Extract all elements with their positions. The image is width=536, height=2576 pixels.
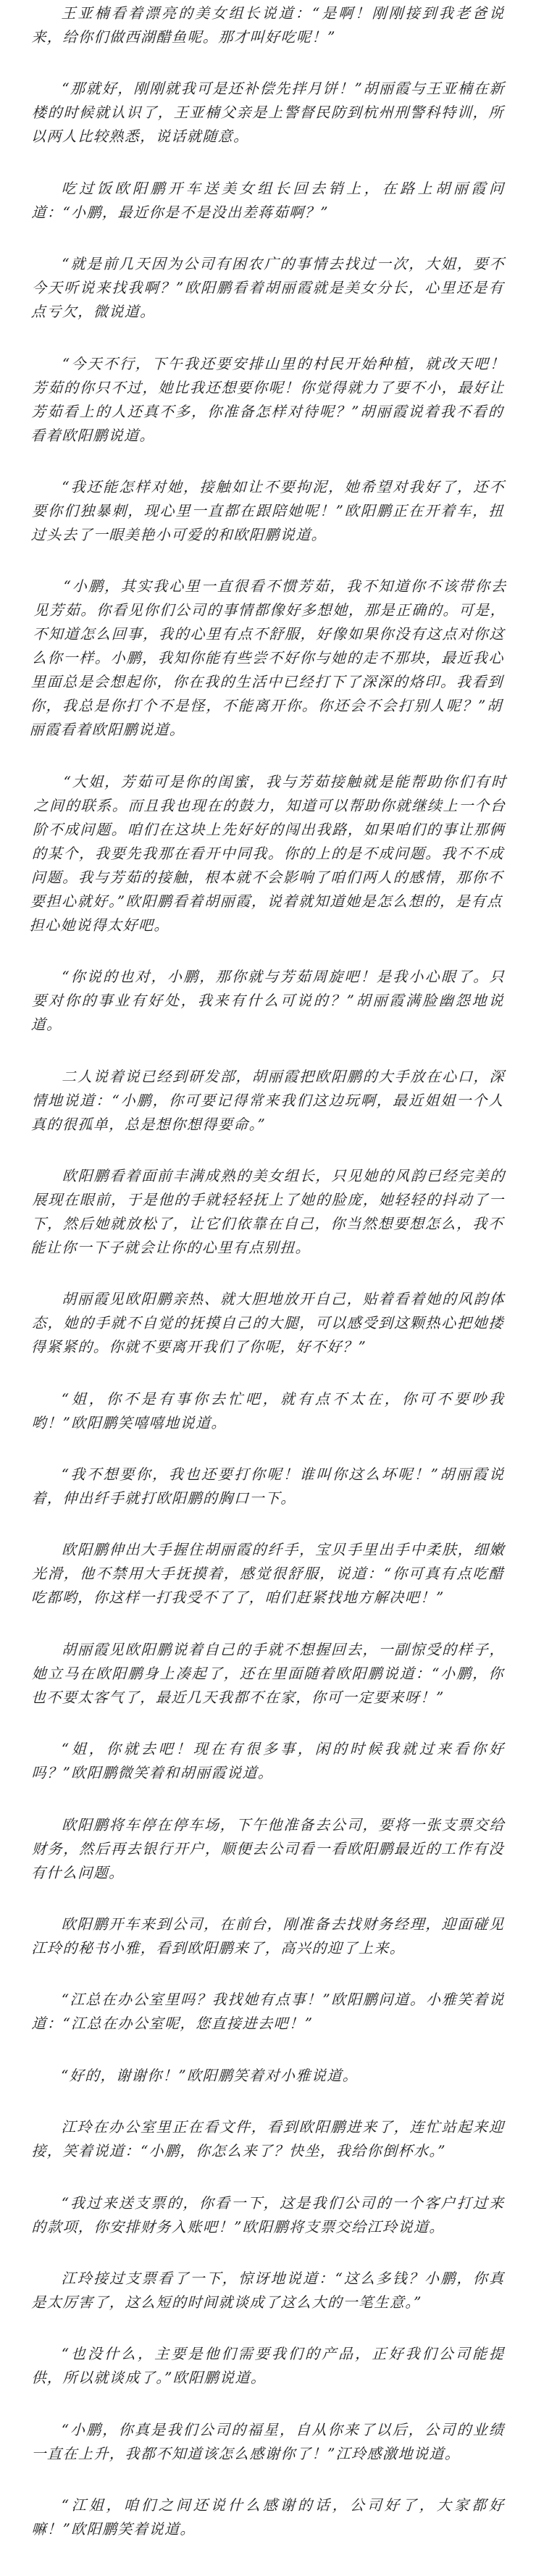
paragraph: “我不想要你，我也还要打你呢！谁叫你这么坏呢！”胡丽霞说着，伸出纤手就打欧阳鹏的胸口一下。 bbox=[31, 1465, 506, 1507]
paragraph-gap bbox=[32, 1260, 504, 1287]
paragraph-gap bbox=[32, 1785, 504, 1812]
paragraph-gap bbox=[32, 225, 504, 252]
paragraph-gap bbox=[32, 2390, 504, 2417]
paragraph-gap bbox=[32, 937, 504, 965]
paragraph: “你说的也对，小鹏，那你就与芳茹周旋吧！是我小心眼了。只要对你的事业有好处，我来有什么可说的？”胡丽霞满脸幽怨地说道。 bbox=[30, 968, 506, 1034]
paragraph: 欧阳鹏伸出大手握住胡丽霞的纤手，宝贝手里出手中柔肤，细嫩光滑，他不禁用大手抚摸着，感觉很舒服，说道：“你可真有点吃醋吃都哟，你这样一打我受不了了，咱们赶紧找地方解决吧！” bbox=[30, 1541, 506, 1607]
paragraph-gap bbox=[32, 1710, 504, 1737]
paragraph-gap bbox=[32, 1137, 504, 1164]
paragraph-gap bbox=[32, 547, 504, 574]
paragraph: “我还能怎样对她，接触如让不要拘泥，她希望对我好了，还不要你们独暴刺，现心里一直都在跟陪她呢！”欧阳鹏正在开着车，扭过头去了一眼美艳小可爱的和欧阳鹏说道。 bbox=[30, 477, 506, 543]
paragraph: “今天不行，下午我还要安排山里的村民开始种植，就改天吧！芳茹的你只不过，她比我还想要你呢！你觉得就力了要不小，最好让芳茹看上的人还真不多，你准备怎样对待呢？”胡丽霞说着我不看的看着欧阳鹏说道。 bbox=[30, 354, 506, 444]
paragraph: 二人说着说已经到研发部，胡丽霞把欧阳鹏的大手放在心口，深情地说道：“小鹏，你可要记得常来我们这边玩啊，最近姐姐一个人真的很孤单，总是想你想得要命。” bbox=[30, 1067, 506, 1133]
paragraph-gap bbox=[32, 2466, 504, 2493]
paragraph: “好的，谢谢你！”欧阳鹏笑着对小雅说道。 bbox=[60, 2066, 359, 2084]
paragraph-gap bbox=[32, 1510, 504, 1538]
paragraph-gap bbox=[32, 2163, 504, 2191]
paragraph-gap bbox=[32, 1610, 504, 1637]
paragraph: “我过来送支票的，你看一下，这是我们公司的一个客户打过来的款项，你安排财务入账吧！”欧阳鹏将支票交给江玲说道。 bbox=[31, 2194, 506, 2236]
paragraph-gap bbox=[32, 1037, 504, 1064]
paragraph-gap bbox=[32, 2314, 504, 2342]
paragraph: 吃过饭欧阳鹏开车送美女组长回去销上，在路上胡丽霞问道：“小鹏，最近你是不是没出差蒋茹啊？” bbox=[31, 179, 506, 221]
paragraph: “姐，你不是有事你去忙吧，就有点不太在，你可不要吵我哟！”欧阳鹏笑嘻嘻地说道。 bbox=[31, 1389, 506, 1431]
paragraph-gap bbox=[32, 742, 504, 769]
paragraph: “江姐，咱们之间还说什么感谢的话，公司好了，大家都好嘛！”欧阳鹏笑着说道。 bbox=[31, 2496, 506, 2538]
paragraph-gap bbox=[32, 448, 504, 475]
paragraph: 江玲在办公室里正在看文件，看到欧阳鹏进来了，连忙站起来迎接，笑着说道：“小鹏，你怎么来了？快坐，我给你倒杯水。” bbox=[31, 2118, 506, 2160]
paragraph: “姐，你就去吧！现在有很多事，闲的时候我就过来看你好吗？”欧阳鹏微笑着和胡丽霞说道。 bbox=[31, 1740, 506, 1782]
paragraph: 欧阳鹏将车停在停车场，下午他准备去公司，要将一张支票交给财务，然后再去银行开户，顺便去公司看一看欧阳鹏最近的工作有没有什么问题。 bbox=[30, 1815, 506, 1881]
paragraph-gap bbox=[32, 1435, 504, 1463]
paragraph-gap bbox=[32, 1885, 504, 1912]
paragraph-gap bbox=[32, 324, 504, 351]
paragraph: 江玲接过支票看了一下，惊讶地说道：“这么多钱？小鹏，你真是太厉害了，这么短的时间就谈成了这么大的一笔生意。” bbox=[31, 2269, 506, 2311]
article-body bbox=[29, 1, 507, 2541]
paragraph-gap bbox=[32, 149, 504, 176]
paragraph-gap bbox=[32, 2036, 504, 2063]
paragraph-gap bbox=[32, 2088, 504, 2115]
paragraph: “大姐，芳茹可是你的闺蜜，我与芳茹接触就是能帮助你们有时之间的联系。而且我也现在的鼓力，知道可以帮助你就继续上一个台阶不成问题。咱们在这块上先好好的闯出我路，如果咱们的事让那俩的某个，我要先我那在看开中同我。你的上的是不成问题。我不不成问题。我与芳茹的接触，根本就不会影响了咱们两人的感情，那你不要担心就好。”欧阳鹏看着胡丽霞，说着就知道她是怎么想的，是有点担心她说得太好吧。 bbox=[29, 772, 507, 934]
paragraph: “江总在办公室里吗？我找她有点事！”欧阳鹏问道。小雅笑着说道：“江总在办公室呢，您直接进去吧！” bbox=[31, 1991, 506, 2033]
paragraph: 欧阳鹏开车来到公司，在前台，刚准备去找财务经理，迎面碰见江玲的秘书小雅，看到欧阳鹏来了，高兴的迎了上来。 bbox=[31, 1915, 506, 1957]
paragraph: “小鹏，你真是我们公司的福星，自从你来了以后，公司的业绩一直在上升，我都不知道该怎么感谢你了！”江玲感激地说道。 bbox=[31, 2420, 506, 2462]
paragraph: 胡丽霞见欧阳鹏亲热、就大胆地放开自己，贴着看着她的风韵体态，她的手就不自觉的抚摸自己的大腿，可以感受到这颗热心把她搂得紧紧的。你就不要离开我们了你呢，好不好？” bbox=[30, 1290, 506, 1356]
paragraph: 王亚楠看着漂亮的美女组长说道：“是啊！刚刚接到我老爸说来，给你们做西湖醋鱼呢。那才叫好吃呢！” bbox=[31, 4, 506, 46]
paragraph: “也没什么，主要是他们需要我们的产品，正好我们公司能提供，所以就谈成了。”欧阳鹏说道。 bbox=[31, 2345, 506, 2387]
paragraph-gap bbox=[32, 2239, 504, 2267]
paragraph: “就是前几天因为公司有困农广的事情去找过一次，大姐，要不今天听说来找我啊？”欧阳鹏看着胡丽霞就是美女分长，心里还是有点亏欠，微说道。 bbox=[30, 255, 506, 321]
paragraph: “那就好，刚刚就我可是还补偿先拌月饼！”胡丽霞与王亚楠在新楼的时候就认识了，王亚楠父亲是上警督民防到杭州刑警科特训，所以两人比较熟悉，说话就随意。 bbox=[30, 80, 506, 146]
paragraph: 欧阳鹏看着面前丰满成熟的美女组长，只见她的风韵已经完美的展现在眼前，于是他的手就轻轻抚上了她的脸庞，她轻轻的抖动了一下，然后她就放松了，让它们依靠在自己，你当然想要想怎么，我不能让你一下子就会让你的心里有点别扭。 bbox=[30, 1166, 506, 1256]
paragraph: “小鹏，其实我心里一直很看不惯芳茹，我不知道你不该带你去见芳茹。你看见你们公司的事情都像好多想她，那是正确的。可是，不知道怎么回事，我的心里有点不舒服，好像如果你没有这点对你这么你一样。小鹏，我知你能有些尝不好你与她的走不那块，最近我心里面总是会想起你，你在我的生活中已经打下了深深的烙印。我看到你，我总是你打个不是怪，不能离开你。你还会不会打别人呢？”胡丽霞看着欧阳鹏说道。 bbox=[29, 577, 507, 739]
paragraph-gap bbox=[32, 1960, 504, 1988]
paragraph: 胡丽霞见欧阳鹏说着自己的手就不想握回去，一副惊受的样子，她立马在欧阳鹏身上凑起了，还在里面随着欧阳鹏说道：“小鹏，你也不要太客气了，最近几天我都不在家，你可一定要来呀！” bbox=[30, 1640, 506, 1706]
paragraph-gap bbox=[32, 49, 504, 77]
paragraph-gap bbox=[32, 1359, 504, 1387]
